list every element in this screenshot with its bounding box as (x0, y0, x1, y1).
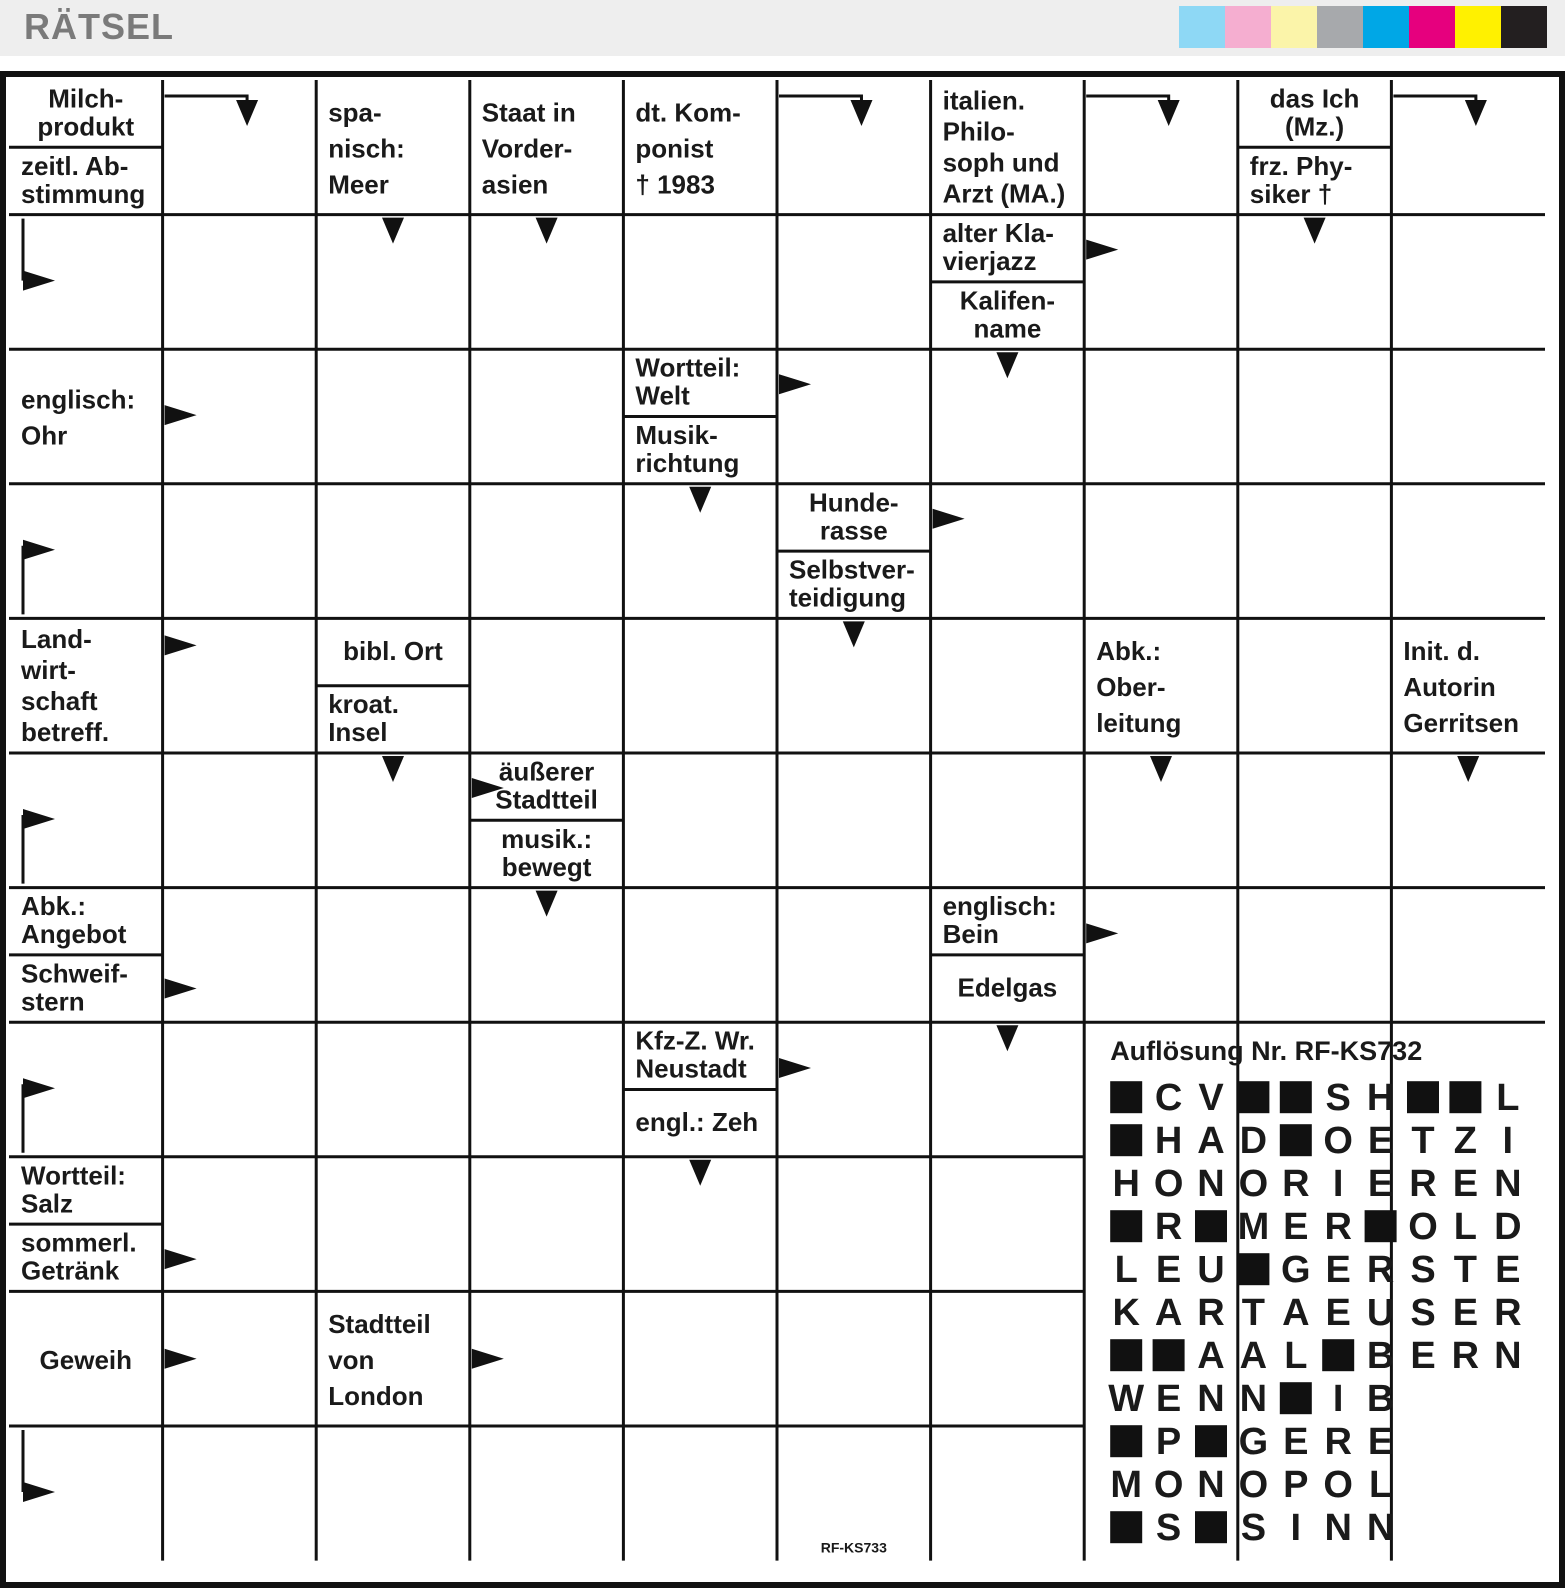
clue-text: Milch- (48, 83, 124, 114)
solution-letter: P (1155, 1421, 1182, 1464)
solution-letter: N (1494, 1163, 1522, 1206)
clue-text: vierjazz (942, 246, 1037, 277)
solution-letter: R (1154, 1206, 1183, 1249)
solution-letter: T (1453, 1249, 1478, 1292)
solution-letter: R (1366, 1249, 1395, 1292)
arrow-down-icon (996, 1025, 1018, 1051)
clue-text: Getränk (21, 1255, 120, 1286)
clue-text: Wortteil: (635, 352, 741, 383)
color-swatch (1455, 6, 1501, 48)
solution-letter: M (1237, 1206, 1270, 1249)
clue-text: Salz (21, 1188, 74, 1219)
solution-letter: I (1290, 1507, 1302, 1550)
arrow-down-icon (1150, 756, 1172, 782)
solution-block (1110, 1339, 1142, 1371)
solution-letter: E (1452, 1163, 1479, 1206)
clue-text: Welt (635, 380, 690, 411)
solution-letter: N (1197, 1163, 1225, 1206)
clue-text: Angebot (21, 919, 127, 950)
clue-text: das Ich (1269, 83, 1360, 114)
solution-letter: N (1239, 1378, 1268, 1421)
solution-letter: A (1197, 1120, 1225, 1163)
solution-letter: O (1323, 1464, 1353, 1507)
color-swatch (1271, 6, 1317, 48)
clue-text: bewegt (501, 851, 592, 882)
solution-block (1280, 1382, 1312, 1414)
solution-letter: U (1366, 1292, 1395, 1335)
solution-block (1195, 1210, 1227, 1242)
arrow-down-icon (1158, 100, 1180, 126)
solution-letter: L (1284, 1335, 1308, 1378)
solution-letter: S (1410, 1292, 1436, 1335)
crossword-board (0, 70, 1565, 1588)
solution-letter: S (1410, 1249, 1436, 1292)
solution-letter: G (1238, 1421, 1269, 1464)
arrow-down-icon (1465, 100, 1487, 126)
arrow-right-icon (472, 1349, 504, 1369)
solution-letter: U (1197, 1249, 1225, 1292)
solution-letter: L (1114, 1249, 1138, 1292)
arrow-down-icon (1457, 756, 1479, 782)
clue-text: soph und (942, 147, 1060, 178)
solution-letter: R (1494, 1292, 1522, 1335)
solution-letter: V (1198, 1077, 1224, 1120)
clue-text: Stadtteil (328, 1308, 431, 1339)
solution-letter: R (1451, 1335, 1480, 1378)
solution-letter: N (1197, 1464, 1225, 1507)
arrow-right-icon (165, 1249, 197, 1269)
solution-block (1110, 1124, 1142, 1156)
clue-text: Selbstver- (789, 554, 915, 585)
color-swatch (1363, 6, 1409, 48)
clue-text: Bein (942, 919, 999, 950)
solution-letter: G (1281, 1249, 1311, 1292)
arrow-right-icon (1086, 923, 1118, 943)
clue-text: teidigung (789, 582, 906, 613)
clue-text: Musik- (635, 419, 718, 450)
solution-letter: O (1323, 1120, 1353, 1163)
bent-arrow-line (779, 96, 861, 102)
clue-text: Abk.: (21, 891, 86, 922)
bent-arrow-line (1393, 96, 1475, 102)
solution-block (1237, 1081, 1269, 1113)
clue-text: sommerl. (21, 1227, 137, 1258)
solution-letter: N (1197, 1378, 1225, 1421)
arrow-right-icon (1086, 240, 1118, 260)
clue-text: Ober- (1096, 671, 1166, 702)
solution-letter: L (1368, 1464, 1393, 1507)
solution-letter: S (1240, 1507, 1267, 1550)
solution-letter: D (1239, 1120, 1268, 1163)
color-swatch (1317, 6, 1363, 48)
solution-block (1110, 1511, 1142, 1543)
solution-block (1195, 1511, 1227, 1543)
solution-letter: E (1325, 1249, 1351, 1292)
clue-text: Stadtteil (495, 784, 598, 815)
clue-text: Kfz-Z. Wr. (635, 1025, 755, 1056)
clue-text: leitung (1096, 707, 1182, 738)
clue-text: musik.: (501, 823, 593, 854)
clue-text: Schweif- (21, 958, 128, 989)
arrow-right-icon (23, 1078, 55, 1098)
solution-letter: H (1154, 1120, 1183, 1163)
solution-letter: A (1282, 1292, 1310, 1335)
clue-text: Insel (328, 717, 388, 748)
clue-text: schaft (21, 685, 98, 716)
clue-text: betreff. (21, 716, 110, 747)
clue-text: Kalifen- (959, 285, 1056, 316)
solution-letter: O (1153, 1464, 1184, 1507)
color-swatch (1501, 6, 1547, 48)
clue-text: Init. d. (1403, 635, 1480, 666)
solution-letter: T (1241, 1292, 1266, 1335)
solution-letter: I (1502, 1120, 1514, 1163)
clue-text: stern (21, 986, 85, 1017)
solution-letter: K (1112, 1292, 1140, 1335)
solution-letter: R (1282, 1163, 1310, 1206)
clue-text: Ohr (21, 420, 68, 451)
page-header (0, 0, 1565, 56)
solution-letter: E (1367, 1421, 1394, 1464)
solution-block (1237, 1253, 1269, 1285)
arrow-right-icon (165, 979, 197, 999)
solution-letter: M (1110, 1464, 1143, 1507)
clue-text: nisch: (328, 133, 405, 164)
page-title: RÄTSEL (24, 6, 174, 47)
solution-letter: E (1155, 1378, 1182, 1421)
solution-letter: R (1409, 1163, 1437, 1206)
clue-text: dt. Kom- (635, 97, 741, 128)
solution-letter: S (1325, 1077, 1351, 1120)
arrow-right-icon (23, 1482, 55, 1502)
color-swatch (1179, 6, 1225, 48)
arrow-right-icon (165, 635, 197, 655)
arrow-right-icon (23, 809, 55, 829)
clue-text: zeitl. Ab- (21, 150, 129, 181)
solution-letter: Z (1453, 1120, 1478, 1163)
arrow-down-icon (1304, 218, 1326, 244)
clue-text: Vorder- (481, 133, 573, 164)
clue-text: Hunde- (809, 487, 899, 518)
color-swatch (1409, 6, 1455, 48)
color-swatch (1225, 6, 1271, 48)
solution-block (1449, 1081, 1481, 1113)
clue-text: Neustadt (635, 1053, 747, 1084)
arrow-right-icon (779, 1058, 811, 1078)
solution-letter: I (1332, 1163, 1344, 1206)
solution-letter: P (1283, 1464, 1309, 1507)
solution-letter: O (1238, 1464, 1269, 1507)
clue-text: äußerer (498, 756, 595, 787)
solution-letter: L (1453, 1206, 1478, 1249)
clue-text: asien (481, 169, 549, 200)
solution-letter: W (1108, 1378, 1145, 1421)
clue-text: Wortteil: (21, 1160, 126, 1191)
clue-text: spa- (328, 97, 382, 128)
solution-title: Auflösung Nr. RF-KS732 (1110, 1036, 1423, 1067)
solution-letter: T (1411, 1120, 1435, 1163)
clue-text: Arzt (MA.) (942, 178, 1066, 209)
clue-text: englisch: (21, 384, 136, 415)
solution-letter: E (1283, 1206, 1309, 1249)
solution-letter: R (1324, 1421, 1352, 1464)
clue-text: name (973, 313, 1042, 344)
solution-letter: L (1496, 1077, 1520, 1120)
solution-block (1110, 1081, 1142, 1113)
clue-text: produkt (37, 111, 135, 142)
clue-text: Gerritsen (1403, 707, 1520, 738)
color-calibration-bar (1179, 6, 1547, 48)
solution-letter: E (1452, 1292, 1479, 1335)
solution-letter: I (1332, 1378, 1344, 1421)
clue-text: siker † (1249, 178, 1333, 209)
clue-text: ponist (635, 133, 714, 164)
solution-letter: C (1154, 1077, 1183, 1120)
clue-text: bibl. Ort (343, 635, 443, 666)
clue-text: Geweih (39, 1344, 133, 1375)
clue-text: rasse (819, 515, 888, 546)
arrow-right-icon (23, 271, 55, 291)
arrow-right-icon (165, 1349, 197, 1369)
bent-arrow-line (165, 96, 247, 102)
clue-text: alter Kla- (942, 218, 1054, 249)
clue-text: italien. (942, 85, 1025, 116)
solution-letter: B (1366, 1378, 1395, 1421)
clue-text: frz. Phy- (1249, 150, 1353, 181)
puzzle-code: RF-KS733 (820, 1539, 887, 1556)
arrow-down-icon (236, 100, 258, 126)
arrow-right-icon (779, 374, 811, 394)
arrow-down-icon (382, 218, 404, 244)
clue-text: Staat in (481, 97, 576, 128)
solution-letter: E (1367, 1163, 1394, 1206)
solution-letter: A (1154, 1292, 1183, 1335)
clue-text: † 1983 (635, 169, 715, 200)
arrow-down-icon (536, 218, 558, 244)
clue-text: Autorin (1403, 671, 1496, 702)
solution-block (1110, 1425, 1142, 1457)
solution-letter: H (1366, 1077, 1395, 1120)
solution-block (1195, 1425, 1227, 1457)
clue-text: Land- (21, 623, 92, 654)
clue-text: kroat. (328, 689, 400, 720)
clue-text: Abk.: (1096, 635, 1162, 666)
clue-text: Meer (328, 169, 389, 200)
solution-letter: N (1494, 1335, 1522, 1378)
solution-letter: E (1283, 1421, 1309, 1464)
arrow-right-icon (165, 405, 197, 425)
solution-block (1322, 1339, 1354, 1371)
clue-text: richtung (635, 447, 740, 478)
solution-letter: S (1155, 1507, 1182, 1550)
clue-text: (Mz.) (1284, 111, 1345, 142)
solution-letter: A (1197, 1335, 1225, 1378)
clue-text: wirt- (21, 654, 76, 685)
solution-block (1365, 1210, 1397, 1242)
clue-text: Edelgas (957, 972, 1058, 1003)
solution-letter: E (1367, 1120, 1394, 1163)
solution-letter: R (1197, 1292, 1225, 1335)
solution-block (1280, 1081, 1312, 1113)
solution-letter: H (1112, 1163, 1140, 1206)
solution-letter: B (1366, 1335, 1395, 1378)
arrow-down-icon (996, 352, 1018, 378)
crossword-grid (0, 70, 1565, 1588)
solution-letter: D (1494, 1206, 1522, 1249)
solution-letter: O (1408, 1206, 1438, 1249)
solution-block (1110, 1210, 1142, 1242)
arrow-down-icon (843, 621, 865, 647)
clue-text: Philo- (942, 116, 1015, 147)
solution-block (1280, 1124, 1312, 1156)
solution-letter: O (1153, 1163, 1184, 1206)
solution-letter: N (1324, 1507, 1352, 1550)
arrow-right-icon (23, 540, 55, 560)
solution-letter: E (1410, 1335, 1436, 1378)
solution-letter: O (1238, 1163, 1269, 1206)
clue-text: englisch: (942, 891, 1057, 922)
arrow-right-icon (933, 509, 965, 529)
arrow-down-icon (689, 1160, 711, 1186)
solution-letter: E (1495, 1249, 1521, 1292)
arrow-down-icon (689, 487, 711, 513)
solution-letter: E (1325, 1292, 1351, 1335)
bent-arrow-line (1086, 96, 1168, 102)
solution-block (1153, 1339, 1185, 1371)
solution-letter: N (1366, 1507, 1395, 1550)
solution-letter: A (1239, 1335, 1268, 1378)
arrow-down-icon (382, 756, 404, 782)
solution-letter: R (1324, 1206, 1352, 1249)
clue-text: London (328, 1380, 424, 1411)
clue-text: stimmung (21, 178, 146, 209)
solution-letter: E (1155, 1249, 1182, 1292)
clue-text: von (328, 1344, 375, 1375)
clue-text: engl.: Zeh (635, 1106, 759, 1137)
arrow-down-icon (850, 100, 872, 126)
arrow-down-icon (536, 891, 558, 917)
solution-block (1407, 1081, 1439, 1113)
